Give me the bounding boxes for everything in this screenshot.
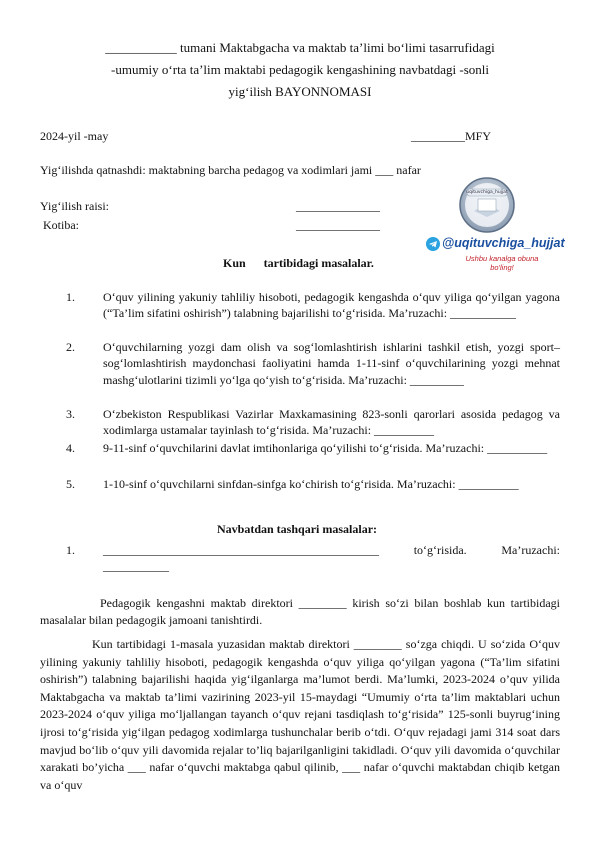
agenda-item-text: 9-11-sinf o‘quvchilarini davlat imtihonlariga qo‘yilishi to‘g‘risida. Ma’ruzachi: __________	[103, 441, 548, 455]
agenda-item-4	[66, 440, 560, 456]
channel-logo[interactable]	[420, 177, 565, 277]
agenda-item-text: O‘quvchilarning yozgi dam olish va sog‘lomlashtirish ishlarini tashkil etish, yozgi sport–sog‘lomlashtirish maydonchasi faoliyatini hamda 1-11-sinf o‘quvchilarining yozgi mehnat mashg‘ulotlarini tizimli yo‘lga qo‘yish to‘g‘risida. Ma’ruzachi: _________	[103, 340, 560, 387]
paragraph-2: Kun tartibidagi 1-masala yuzasidan maktab direktori ________ so‘zga chiqdi. U so‘zida O‘quv yilining yakuniy tahliliy hisoboti, pedagogik kengashda o‘quv yiliga qo‘yilgan yagona (“Ta’lim sifatini oshirish”) talabning bajarilishi haqida yig‘ilganlarga ma’lumot berdi. Ma’lumki, 2023-2024 o’quv yilida Maktabgacha va maktab ta’limi vazirining 2023-yil 15-maydagi “Umumiy o‘rta ta’lim maktablari uchun 2023-2024 o‘quv yiliga mo‘ljallangan tayanch o‘quv rejani tasdiqlash to‘g‘risida” 125-sonli buyrug‘ining ijrosi to‘g‘risida yig‘ilgan pedagog xodimlarga tushunchalar berib o‘tdi. O‘quv rejadagi jami 314 soat dars mavjud bo‘lib o‘quv yili davomida rejalar to’liq bajarilganligini takidladi. O‘quv yili davomida o‘quvchilar xarakati bo’yicha ___ nafar o‘quvchi maktabga qabul qilinib, ___ nafar o‘quvchi maktabdan chiqib ketgan va o‘quv	[40, 637, 560, 792]
subscribe-line-2: bo'ling!	[490, 263, 514, 272]
agenda-item-1	[66, 289, 560, 322]
agenda-item-5	[66, 476, 560, 492]
chair-blank: ______________	[296, 199, 380, 213]
channel-handle: @uqituvchiga_hujjat	[442, 236, 565, 250]
agenda-item-text: O‘quv yilining yakuniy tahliliy hisoboti, pedagogik kengashda o‘quv yiliga qo‘yilgan yagona (“Ta’lim sifatini oshirish”) talabning bajarilishi to‘g‘risida. Ma’ruzachi: ___________	[103, 290, 560, 321]
extra-heading: Navbatdan tashqari masalalar:	[217, 522, 378, 536]
meeting-date: 2024-yil -may	[40, 129, 109, 143]
extra-item-1	[66, 542, 560, 575]
secretary-label: Kotiba:	[40, 218, 79, 232]
secretary-blank: ______________	[296, 218, 380, 232]
subscribe-line-1: Ushbu kanalga obuna	[465, 254, 539, 263]
logo-badge: uqituvchiga_hujjat	[466, 190, 508, 195]
agenda-item-number: 4.	[66, 441, 75, 455]
paragraph-1: Pedagogik kengashni maktab direktori ________ kirish so‘zi bilan boshlab kun tartibidagi masalalar bilan pedagogik jamoani tanishtirdi.	[40, 596, 560, 627]
agenda-item-number: 3.	[66, 407, 75, 421]
extra-item-text: ______________________________________________ to‘g‘risida. Ma’ruzachi: ___________	[103, 543, 560, 574]
agenda-item-number: 5.	[66, 477, 75, 491]
agenda-item-3	[66, 406, 560, 439]
agenda-item-number: 1.	[66, 290, 75, 304]
agenda-item-2	[66, 339, 560, 388]
agenda-item-text: O‘zbekiston Respublikasi Vazirlar Maxkamasining 823-sonli qarorlari asosida pedagog va xodimlarga ustamalar tayinlash to‘g‘risida. Ma’ruzachi: __________	[103, 407, 560, 438]
telegram-icon	[426, 237, 440, 251]
attendees-line: Yig‘ilishda qatnashdi: maktabning barcha pedagog va xodimlari jami ___ nafar	[40, 163, 421, 177]
agenda-heading: Kun tartibidagi masalalar.	[223, 256, 374, 270]
header-line-2: -umumiy o‘rta ta’lim maktabi pedagogik kengashining navbatdagi -sonli	[111, 62, 489, 77]
chair-label: Yig‘ilish raisi:	[40, 199, 109, 213]
agenda-item-text: 1-10-sinf o‘quvchilarni sinfdan-sinfga ko‘chirish to‘g‘risida. Ma’ruzachi: __________	[103, 477, 519, 491]
agenda-item-number: 2.	[66, 340, 75, 354]
extra-item-number: 1.	[66, 543, 75, 557]
header-line-1: ___________ tumani Maktabgacha va maktab ta’limi bo‘limi tasarrufidagi	[105, 40, 495, 55]
meeting-place: _________MFY	[411, 129, 492, 143]
header-line-3: yig‘ilish BAYONNOMASI	[228, 84, 372, 99]
